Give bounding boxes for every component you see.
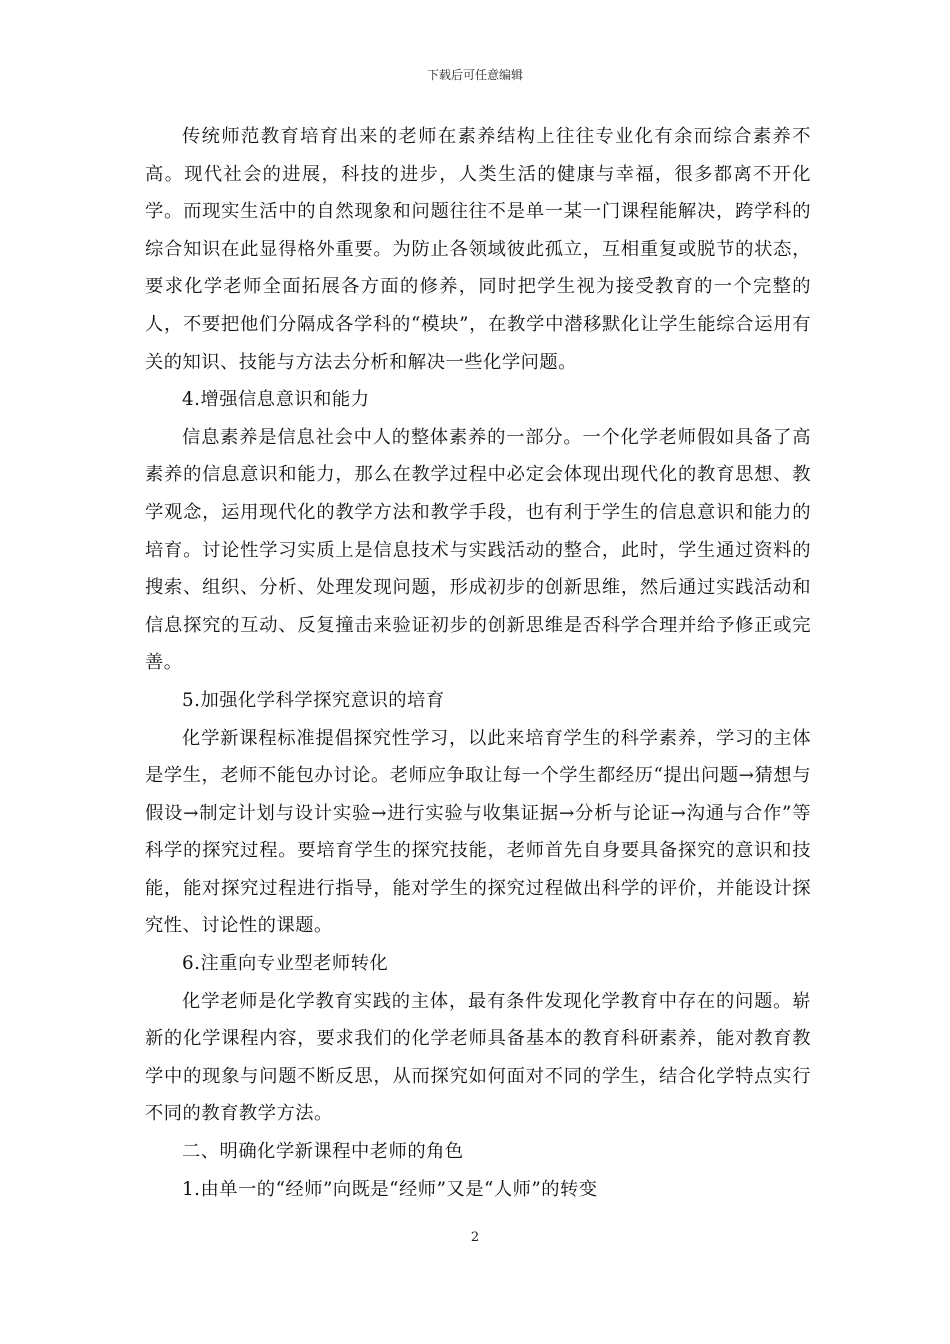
section-heading-2-1: 1.由单一的“经师”向既是“经师”又是“人师”的转变 bbox=[182, 1178, 598, 1200]
section-heading-6: 6.注重向专业型老师转化 bbox=[182, 953, 389, 975]
paragraph-comprehensive-literacy: 传统师范教育培育出来的老师在素养结构上往往专业化有余而综合素养不高。现代社会的进展，科技的进步，人类生活的健康与幸福，很多都离不开化学。而现实生活中的自然现象和问题往往不是单一某一门课程能解决，跨学科的综合知识在此显得格外重要。为防止各领域彼此孤立，互相重复或脱节的状态，要求化学老师全面拓展各方面的修养，同时把学生视为接受教育的一个完整的人，不要把他们分隔成各学科的“模块”，在教学中潜移默化让学生能综合运用有关的知识、技能与方法去分析和解决一些化学问题。 bbox=[145, 126, 811, 373]
page-number: 2 bbox=[470, 1230, 480, 1245]
section-heading-4: 4.增强信息意识和能力 bbox=[182, 389, 370, 411]
document-body bbox=[145, 118, 811, 1208]
paragraph-information-literacy: 信息素养是信息社会中人的整体素养的一部分。一个化学老师假如具备了高素养的信息意识和能力，那么在教学过程中必定会体现出现代化的教育思想、教学观念，运用现代化的教学方法和教学手段，也有利于学生的信息意识和能力的培育。讨论性学习实质上是信息技术与实践活动的整合，此时，学生通过资料的搜索、组织、分析、处理发现问题，形成初步的创新思维，然后通过实践活动和信息探究的互动、反复撞击来验证初步的创新思维是否科学合理并给予修正或完善。 bbox=[145, 426, 811, 674]
paragraph-inquiry-learning: 化学新课程标准提倡探究性学习，以此来培育学生的科学素养，学习的主体是学生，老师不能包办讨论。老师应争取让每一个学生都经历“提出问题→猜想与假设→制定计划与设计实验→进行实验与收集证据→分析与论证→沟通与合作”等科学的探究过程。要培育学生的探究技能，老师首先自身要具备探究的意识和技能，能对探究过程进行指导，能对学生的探究过程做出科学的评价，并能设计探究性、讨论性的课题。 bbox=[145, 727, 811, 937]
section-heading-5: 5.加强化学科学探究意识的培育 bbox=[182, 689, 445, 711]
page-header: 下载后可任意编辑 bbox=[426, 68, 523, 82]
chapter-heading-2: 二、明确化学新课程中老师的角色 bbox=[182, 1141, 464, 1163]
paragraph-professional-teacher: 化学老师是化学教育实践的主体，最有条件发现化学教育中存在的问题。崭新的化学课程内容，要求我们的化学老师具备基本的教育科研素养，能对教育教学中的现象与问题不断反思，从而探究如何面对不同的学生，结合化学特点实行不同的教育教学方法。 bbox=[145, 990, 811, 1125]
